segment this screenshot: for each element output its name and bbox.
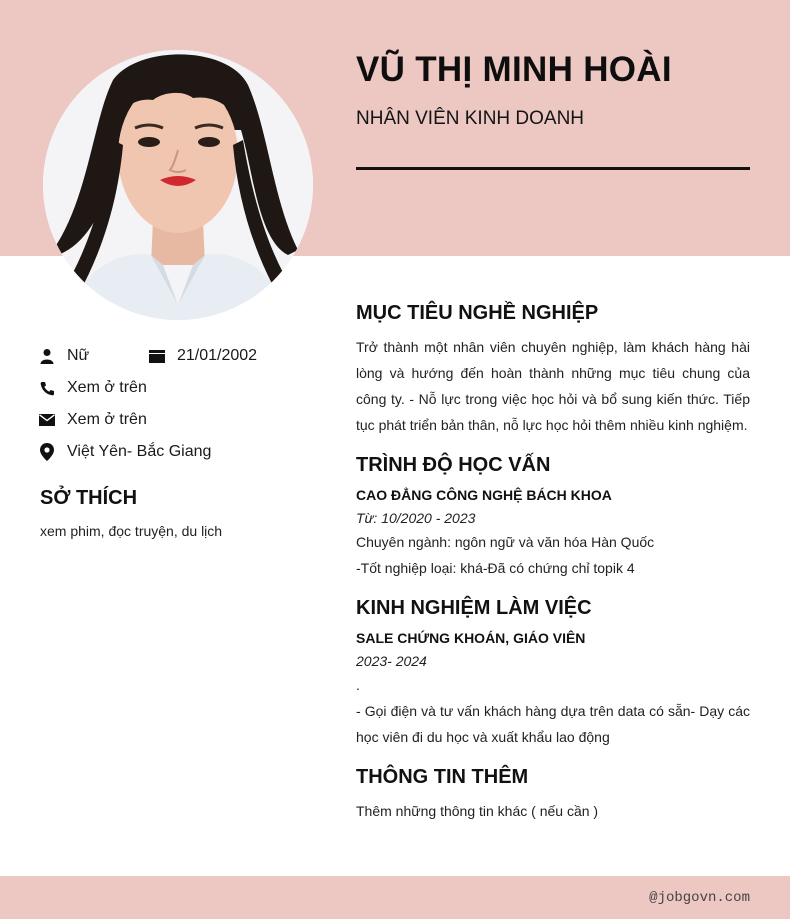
education-period: Từ: 10/2020 - 2023 [356, 510, 476, 526]
email-icon [38, 411, 56, 429]
calendar-icon [148, 347, 166, 365]
header-divider [356, 167, 750, 170]
extra-section [356, 764, 750, 824]
experience-dot: . [356, 677, 360, 693]
birthday-value: 21/01/2002 [177, 347, 258, 364]
candidate-name: VŨ THỊ MINH HOÀI [356, 50, 672, 89]
main-column [356, 300, 750, 838]
education-major: Chuyên ngành: ngôn ngữ và văn hóa Hàn Quốc [356, 534, 655, 550]
gender-item [38, 347, 148, 365]
address-value: Việt Yên- Bắc Giang [67, 443, 212, 460]
experience-section [356, 595, 750, 750]
experience-description: - Gọi điện và tư vấn khách hàng dựa trên data có sẵn- Dạy các học viên đi du học và xuất khẩu lao động [356, 703, 750, 745]
objective-section [356, 300, 750, 438]
education-note: -Tốt nghiệp loại: khá-Đã có chứng chỉ topik 4 [356, 560, 635, 576]
location-pin-icon [38, 443, 56, 461]
extra-heading: THÔNG TIN THÊM [356, 766, 529, 788]
hobbies-text: xem phim, đọc truyện, du lịch [40, 523, 223, 539]
email-value: Xem ở trên [67, 411, 147, 428]
gender-value: Nữ [67, 347, 90, 364]
objective-heading: MỤC TIÊU NGHỀ NGHIỆP [356, 302, 599, 324]
candidate-position: NHÂN VIÊN KINH DOANH [356, 108, 585, 129]
person-icon [38, 347, 56, 365]
education-school: CAO ĐẲNG CÔNG NGHỆ BÁCH KHOA [356, 487, 612, 503]
profile-photo [43, 50, 313, 320]
experience-period: 2023- 2024 [356, 653, 427, 669]
info-row-email [38, 404, 328, 436]
experience-heading: KINH NGHIỆM LÀM VIỆC [356, 597, 592, 619]
info-row-address [38, 436, 328, 468]
footer-brand[interactable]: @jobgovn.com [649, 890, 750, 906]
education-section [356, 452, 750, 581]
birthday-item [148, 347, 257, 365]
education-heading: TRÌNH ĐỘ HỌC VẤN [356, 454, 551, 476]
info-row-phone [38, 372, 328, 404]
contact-info [38, 340, 328, 468]
objective-text: Trở thành một nhân viên chuyên nghiệp, làm khách hàng hài lòng và hướng đến hoàn thành những mục tiêu chung của công ty. - Nỗ lực trong việc học hỏi và bổ sung kiến thức. Tiếp tục phát triển bản thân, nỗ lực học hỏi thêm nhiều kinh nghiệm. [356, 339, 750, 433]
info-row-gender-birthday [38, 340, 328, 372]
phone-value: Xem ở trên [67, 379, 147, 396]
phone-icon [38, 379, 56, 397]
profile-photo-portrait [43, 50, 313, 320]
experience-role: SALE CHỨNG KHOÁN, GIÁO VIÊN [356, 630, 586, 646]
hobbies-heading: SỞ THÍCH [40, 487, 138, 509]
extra-text: Thêm những thông tin khác ( nếu cần ) [356, 803, 599, 819]
